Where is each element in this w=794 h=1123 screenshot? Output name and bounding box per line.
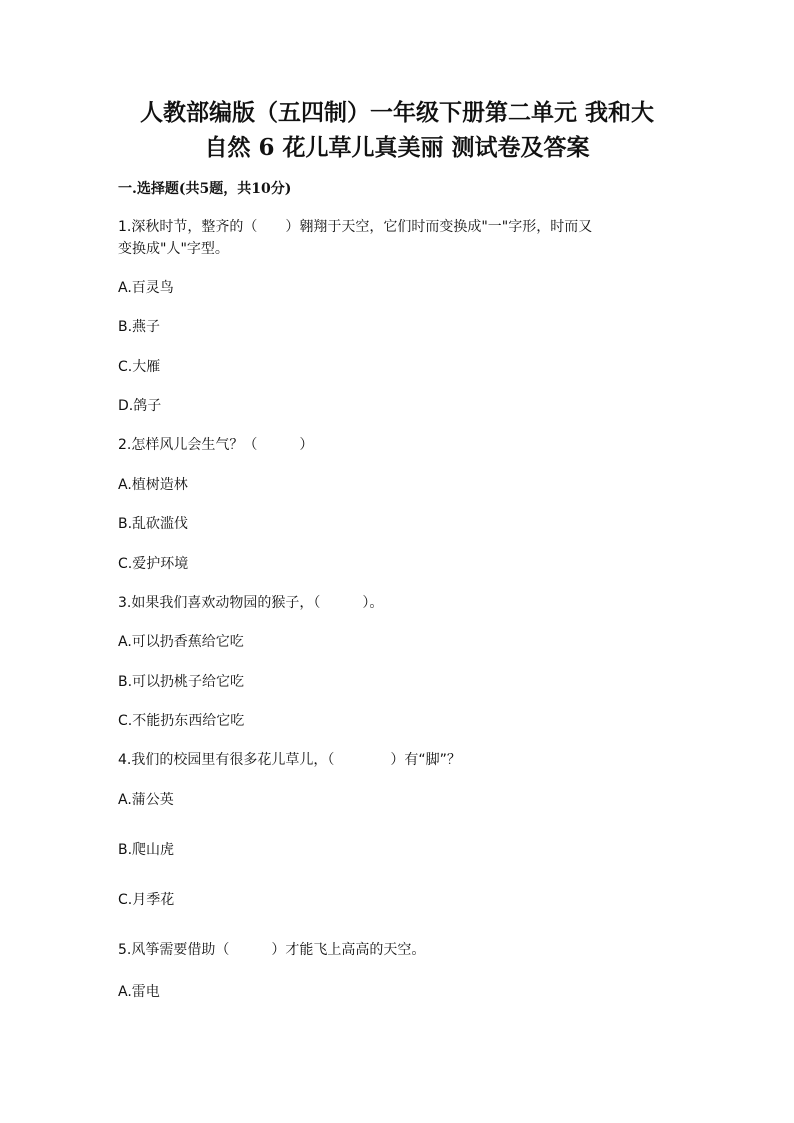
question-3-stem: 3.如果我们喜欢动物园的猴子，（ ）。 (118, 595, 384, 611)
title-line-2: 自然 6 花儿草儿真美丽 测试卷及答案 (204, 134, 590, 161)
question-1-stem-line-2: 变换成"人"字型。 (118, 241, 229, 257)
question-3-option-b: B.可以扔桃子给它吃 (118, 674, 245, 690)
question-5-option-a: A.雷电 (118, 984, 160, 1000)
question-4-option-c: C.月季花 (118, 892, 175, 908)
question-1-option-d: D.鸽子 (118, 398, 162, 414)
question-5-stem: 5.风筝需要借助（ ）才能飞上高高的天空。 (118, 942, 426, 958)
document-title (100, 95, 694, 165)
question-1-option-c: C.大雁 (118, 359, 161, 375)
question-2-stem: 2.怎样风儿会生气？（ ） (118, 437, 314, 453)
question-1-option-b: B.燕子 (118, 319, 161, 335)
question-4-stem: 4.我们的校园里有很多花儿草儿，（ ）有“脚”？ (118, 752, 461, 768)
question-2-option-b: B.乱砍滥伐 (118, 516, 189, 532)
question-2-option-c: C.爱护环境 (118, 556, 189, 572)
question-1-stem-line-1: 1.深秋时节，整齐的（ ）翱翔于天空，它们时而变换成"一"字形，时而又 (118, 219, 593, 235)
question-4-option-b: B.爬山虎 (118, 842, 175, 858)
title-line-1: 人教部编版（五四制）一年级下册第二单元 我和大 (139, 99, 654, 126)
section-heading: 一.选择题(共5题，共10分) (118, 181, 292, 197)
question-2-option-a: A.植树造林 (118, 477, 188, 493)
question-4-option-a: A.蒲公英 (118, 792, 174, 808)
question-1-option-a: A.百灵鸟 (118, 280, 174, 296)
question-3-option-a: A.可以扔香蕉给它吃 (118, 634, 244, 650)
question-3-option-c: C.不能扔东西给它吃 (118, 713, 245, 729)
